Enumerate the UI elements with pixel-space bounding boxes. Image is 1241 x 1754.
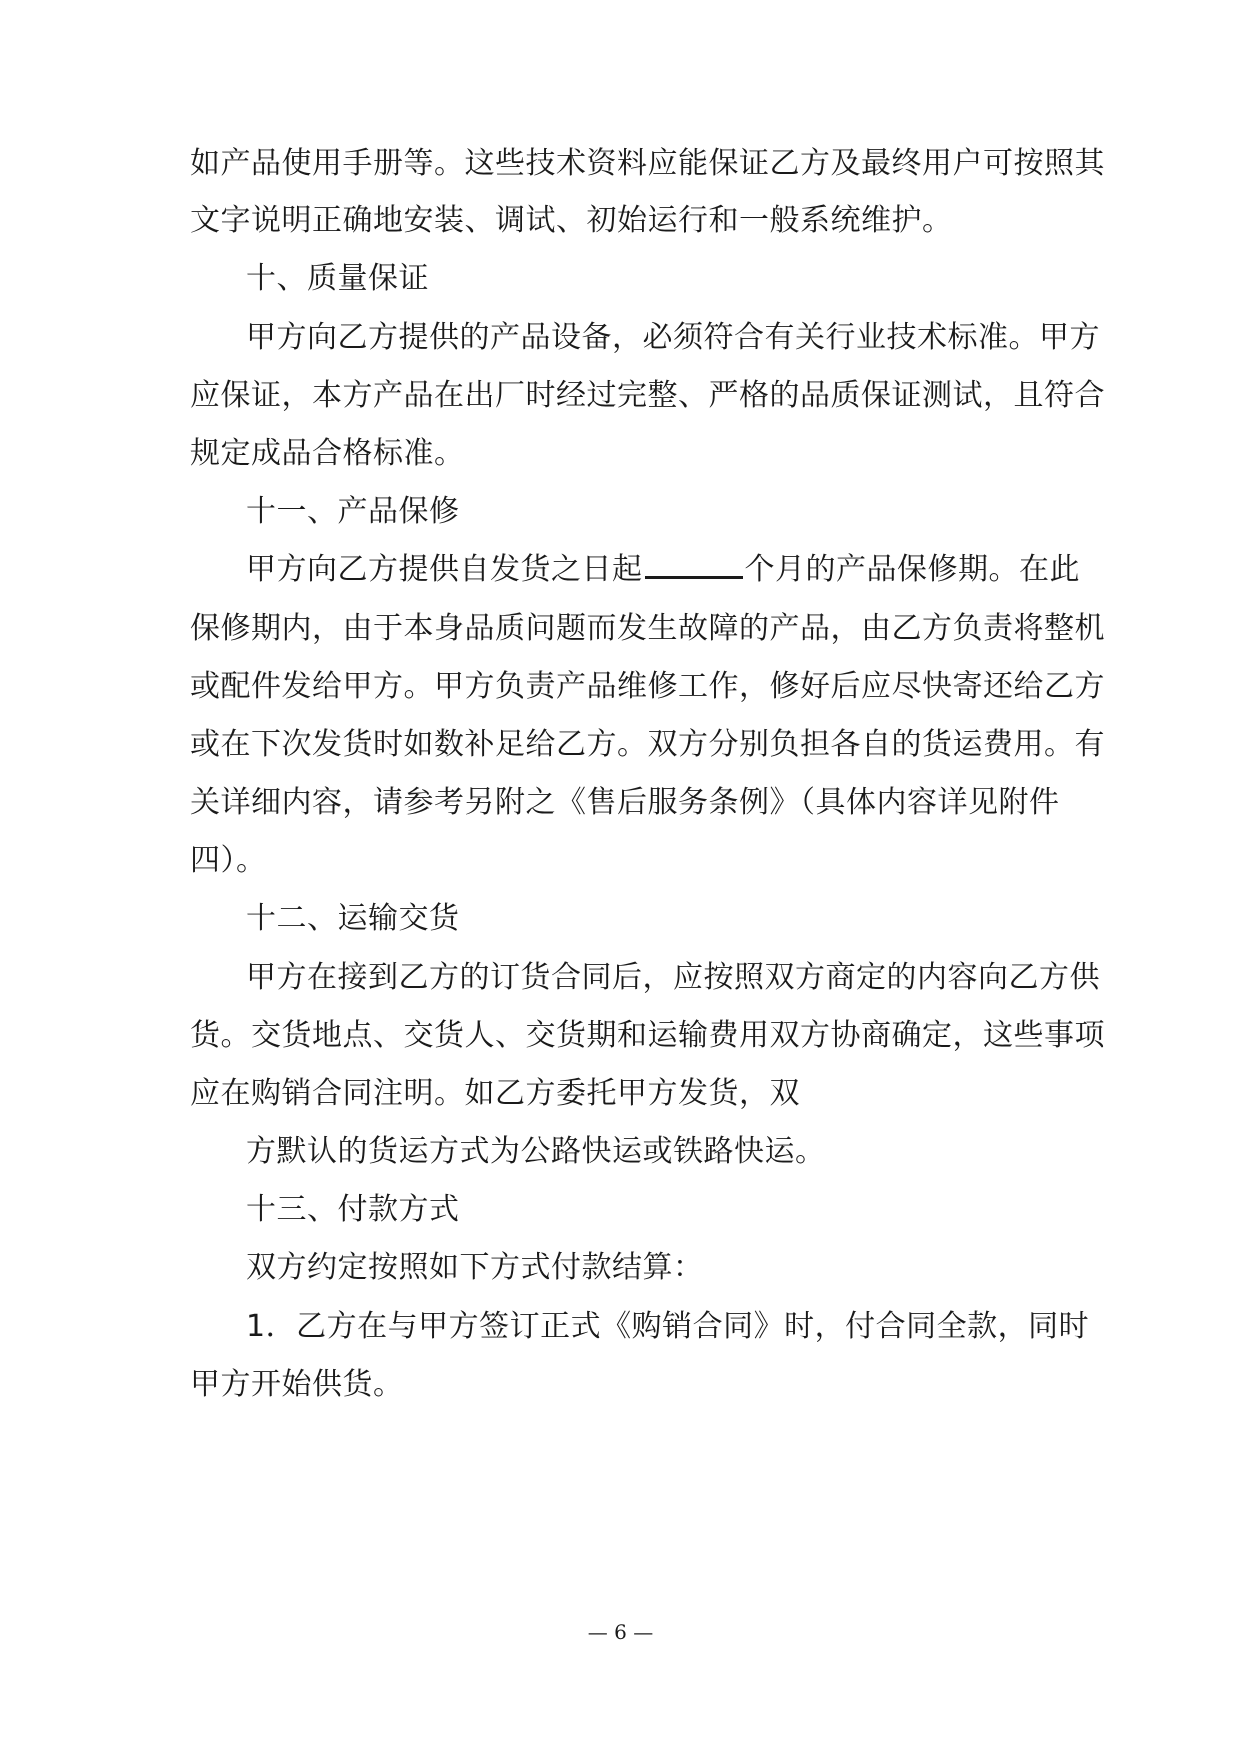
- text-line: 双方约定按照如下方式付款结算：: [246, 1250, 704, 1285]
- section-heading: 十三、付款方式: [246, 1192, 460, 1227]
- text-line: 货。交货地点、交货人、交货期和运输费用双方协商确定，这些事项: [190, 1018, 1105, 1053]
- text-line: 关详细内容，请参考另附之《售后服务条例》（具体内容详见附件: [190, 785, 1060, 820]
- text-line: 应保证，本方产品在出厂时经过完整、严格的品质保证测试，且符合: [190, 378, 1105, 413]
- text-line: 方默认的货运方式为公路快运或铁路快运。: [246, 1134, 826, 1169]
- text-segment: 个月的产品保修期。在此: [744, 552, 1080, 587]
- text-line: [246, 550, 1080, 590]
- text-segment: 甲方向乙方提供自发货之日起: [246, 552, 643, 587]
- text-line: 四）。: [190, 843, 267, 878]
- text-line: 如产品使用手册等。这些技术资料应能保证乙方及最终用户可按照其: [190, 146, 1105, 181]
- text-line: 规定成品合格标准。: [190, 436, 465, 471]
- section-heading: 十、质量保证: [246, 261, 429, 296]
- text-line: 甲方在接到乙方的订货合同后，应按照双方商定的内容向乙方供: [246, 960, 1100, 995]
- text-line: 1．乙方在与甲方签订正式《购销合同》时，付合同全款，同时: [246, 1309, 1090, 1344]
- text-line: 或配件发给甲方。甲方负责产品维修工作，修好后应尽快寄还给乙方: [190, 669, 1105, 704]
- text-line: 或在下次发货时如数补足给乙方。双方分别负担各自的货运费用。有: [190, 727, 1105, 762]
- section-heading: 十一、产品保修: [246, 494, 460, 529]
- text-line: 文字说明正确地安装、调试、初始运行和一般系统维护。: [190, 203, 953, 238]
- text-line: 甲方向乙方提供的产品设备，必须符合有关行业技术标准。甲方: [246, 320, 1100, 355]
- page-number: — 6 —: [587, 1620, 654, 1644]
- text-line: 甲方开始供货。: [190, 1367, 404, 1402]
- text-line: 保修期内，由于本身品质问题而发生故障的产品，由乙方负责将整机: [190, 611, 1105, 646]
- section-heading: 十二、运输交货: [246, 901, 460, 936]
- text-line: 应在购销合同注明。如乙方委托甲方发货，双: [190, 1076, 800, 1111]
- fill-in-blank: [645, 550, 743, 579]
